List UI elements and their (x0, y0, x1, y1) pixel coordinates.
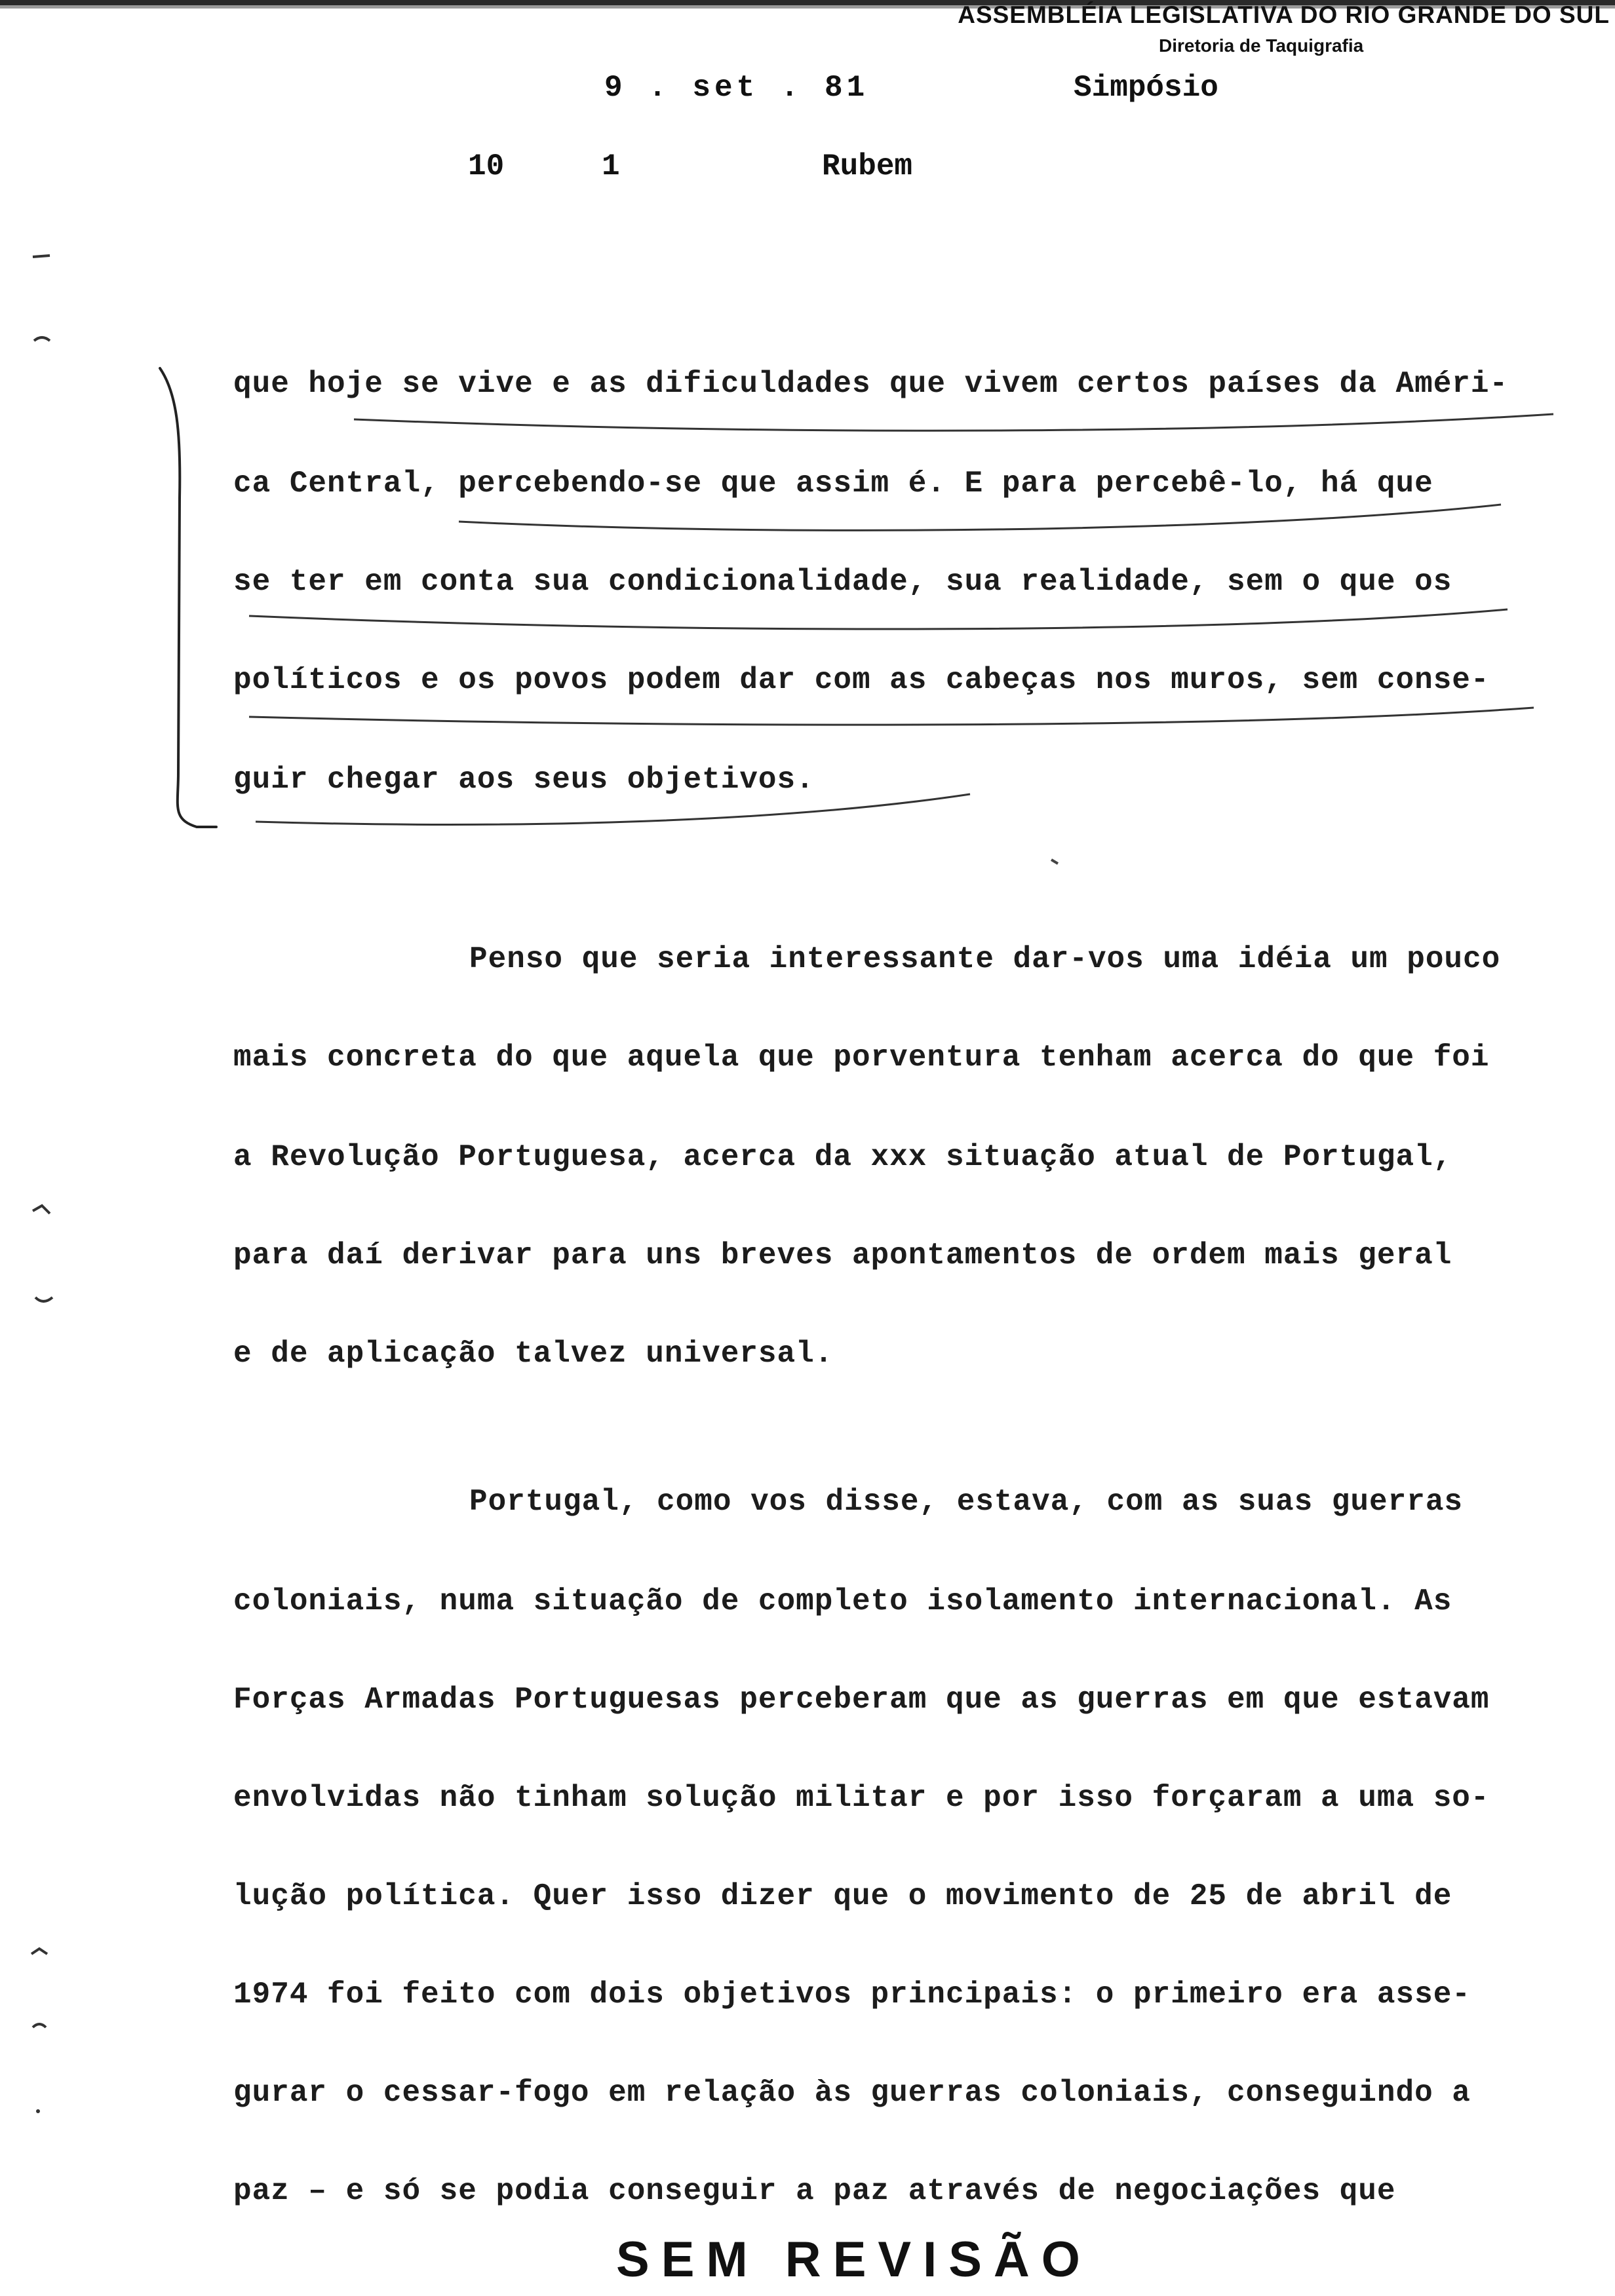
underline-mark (256, 794, 970, 824)
text-line: que hoje se vive e as dificuldades que vivem certos países da Améri- (233, 367, 1509, 401)
speaker-name: Rubem (822, 149, 913, 183)
margin-speck (35, 1297, 52, 1301)
text-line: 1974 foi feito com dois objetivos principais: o primeiro era asse- (233, 1978, 1471, 2012)
text-line: Penso que seria interessante dar-vos uma idéia um pouco (469, 942, 1501, 976)
text-line: se ter em conta sua condicionalidade, sua realidade, sem o que os (233, 565, 1452, 599)
session-date: 9 . set . 81 (604, 71, 869, 105)
margin-speck (33, 256, 50, 257)
text-line: Forças Armadas Portuguesas perceberam que as guerras em que estavam (233, 1683, 1490, 1717)
margin-speck (36, 2109, 40, 2113)
margin-speck (1051, 860, 1058, 864)
text-line: e de aplicação talvez universal. (233, 1337, 834, 1371)
underline-mark (249, 609, 1508, 629)
text-line: coloniais, numa situação de completo isolamento internacional. As (233, 1584, 1452, 1618)
institution-header: ASSEMBLÉIA LEGISLATIVA DO RIO GRANDE DO SUL (958, 1, 1610, 28)
margin-speck (31, 1949, 47, 1954)
text-line: ca Central, percebendo-se que assim é. E para percebê-lo, há que (233, 467, 1433, 501)
session-event: Simpósio (1074, 71, 1218, 105)
text-line: a Revolução Portuguesa, acerca da xxx situação atual de Portugal, (233, 1140, 1452, 1174)
text-line: políticos e os povos podem dar com as cabeças nos muros, sem conse- (233, 663, 1490, 697)
text-line: gurar o cessar-fogo em relação às guerras coloniais, conseguindo a (233, 2076, 1471, 2110)
underline-mark (459, 505, 1501, 530)
underline-mark (354, 414, 1553, 430)
department-header: Diretoria de Taquigrafia (1159, 35, 1364, 56)
text-line: Portugal, como vos disse, estava, com as suas guerras (469, 1485, 1464, 1519)
margin-speck (33, 1206, 50, 1214)
sheet-number: 10 (468, 149, 505, 183)
underline-mark (249, 708, 1534, 725)
text-line: mais concreta do que aquela que porventura tenham acerca do que foi (233, 1041, 1490, 1075)
text-line: lução política. Quer isso dizer que o movimento de 25 de abril de (233, 1879, 1452, 1913)
text-line: paz – e só se podia conseguir a paz através de negociações que (233, 2174, 1396, 2208)
revision-stamp: SEM REVISÃO (616, 2232, 1092, 2287)
margin-speck (33, 2024, 46, 2027)
margin-bracket (160, 368, 216, 827)
text-line: guir chegar aos seus objetivos. (233, 763, 815, 797)
text-line: envolvidas não tinham solução militar e por isso forçaram a uma so- (233, 1781, 1490, 1815)
sequence-number: 1 (602, 149, 620, 183)
text-line: para daí derivar para uns breves apontamentos de ordem mais geral (233, 1238, 1452, 1272)
margin-speck (34, 337, 50, 341)
